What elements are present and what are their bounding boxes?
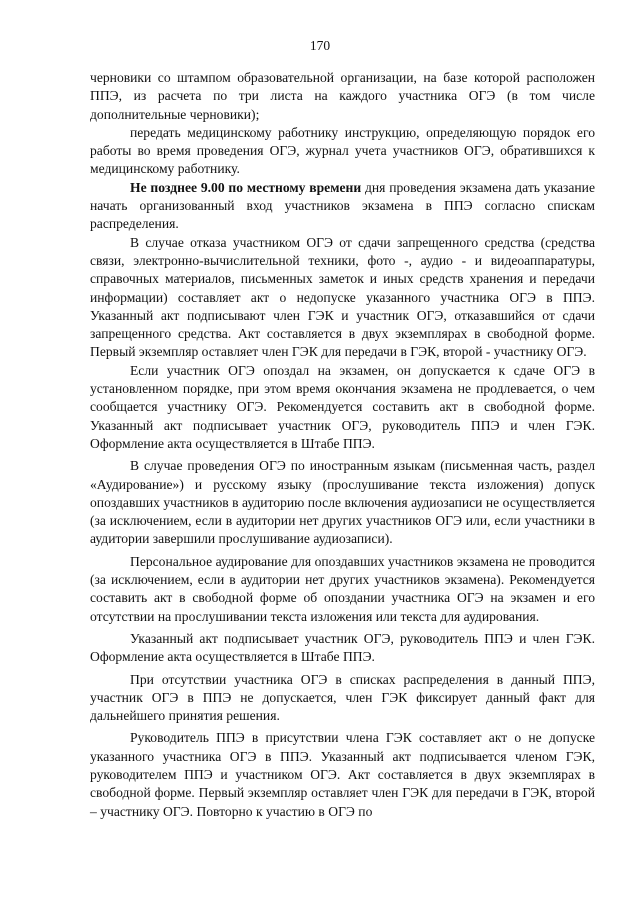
paragraph-entry-time — [90, 179, 595, 234]
paragraph-medical-worker: передать медицинскому работнику инструкцию, определяющую порядок его работы во время проведения ОГЭ, журнал учета участников ОГЭ, обратившихся к медицинскому работнику. — [90, 124, 595, 177]
page-number: 170 — [309, 38, 331, 53]
paragraph-act-signing: Указанный акт подписывает участник ОГЭ, руководитель ППЭ и член ГЭК. Оформление акта осуществляется в Штабе ППЭ. — [90, 630, 595, 665]
paragraph-absence-in-lists: При отсутствии участника ОГЭ в списках распределения в данный ППЭ, участник ОГЭ в ППЭ не допускается, член ГЭК фиксирует данный факт для дальнейшего принятия решения. — [90, 671, 595, 724]
paragraph-refusal: В случае отказа участником ОГЭ от сдачи запрещенного средства (средства связи, электронно-вычислительной техники, фото -, аудио - и видеоаппаратуры, справочных материалов, письменных заметок и иных средств хранения и передачи информации) составляет акт о недопуске указанного участника ОГЭ в ППЭ. Указанный акт подписывают член ГЭК и участник ОГЭ, отказавшийся от сдачи запрещенного средства. Акт составляется в двух экземплярах в свободной форме. Первый экземпляр оставляет член ГЭК для передачи в ГЭК, второй - участнику ОГЭ. — [90, 234, 595, 360]
paragraph-personal-listening: Персональное аудирование для опоздавших участников экзамена не проводится (за исключением, если в аудитории нет других участников экзамена). Рекомендуется составить акт в свободной форме об опоздании участника ОГЭ на экзамен и его отсутствии на прослушивании текста изложения или текста для аудирования. — [90, 553, 595, 624]
paragraph-continuation: черновики со штампом образовательной организации, на базе которой расположен ППЭ, из расчета по три листа на каждого участника ОГЭ (в том числе дополнительные черновики); — [90, 70, 595, 122]
paragraph-non-admission-act: Руководитель ППЭ в присутствии члена ГЭК составляет акт о не допуске указанного участника ОГЭ в ППЭ. Указанный акт подписывается членом ГЭК, руководителем ППЭ и участником ОГЭ. Акт составляется в двух экземплярах в свободной форме. Первый экземпляр оставляет член ГЭК для передачи в ГЭК, второй – участнику ОГЭ. Повторно к участию в ОГЭ по — [90, 730, 595, 819]
paragraph-entry-time-text: дня проведения экзамена дать указание начать организованный вход участников экзамена в ППЭ согласно спискам распределения. — [90, 179, 595, 232]
paragraph-foreign-languages: В случае проведения ОГЭ по иностранным языкам (письменная часть, раздел «Аудирование») и русскому языку (прослушивание текста изложения) допуск опоздавших участников в аудиторию после включения аудиозаписи не осуществляется (за исключением, если в аудитории нет других участников ОГЭ или, если участники в аудитории завершили прослушивание аудиозаписи). — [90, 458, 595, 547]
paragraph-late-participant: Если участник ОГЭ опоздал на экзамен, он допускается к сдаче ОГЭ в установленном порядке, при этом время окончания экзамена не продлевается, о чем сообщается участнику ОГЭ. Рекомендуется составить акт в свободной форме. Указанный акт подписывает участник ОГЭ, руководитель ППЭ и член ГЭК. Оформление акта осуществляется в Штабе ППЭ. — [90, 362, 595, 451]
deadline-emphasis: Не позднее 9.00 по местному времени — [130, 179, 362, 195]
document-body — [90, 69, 595, 821]
